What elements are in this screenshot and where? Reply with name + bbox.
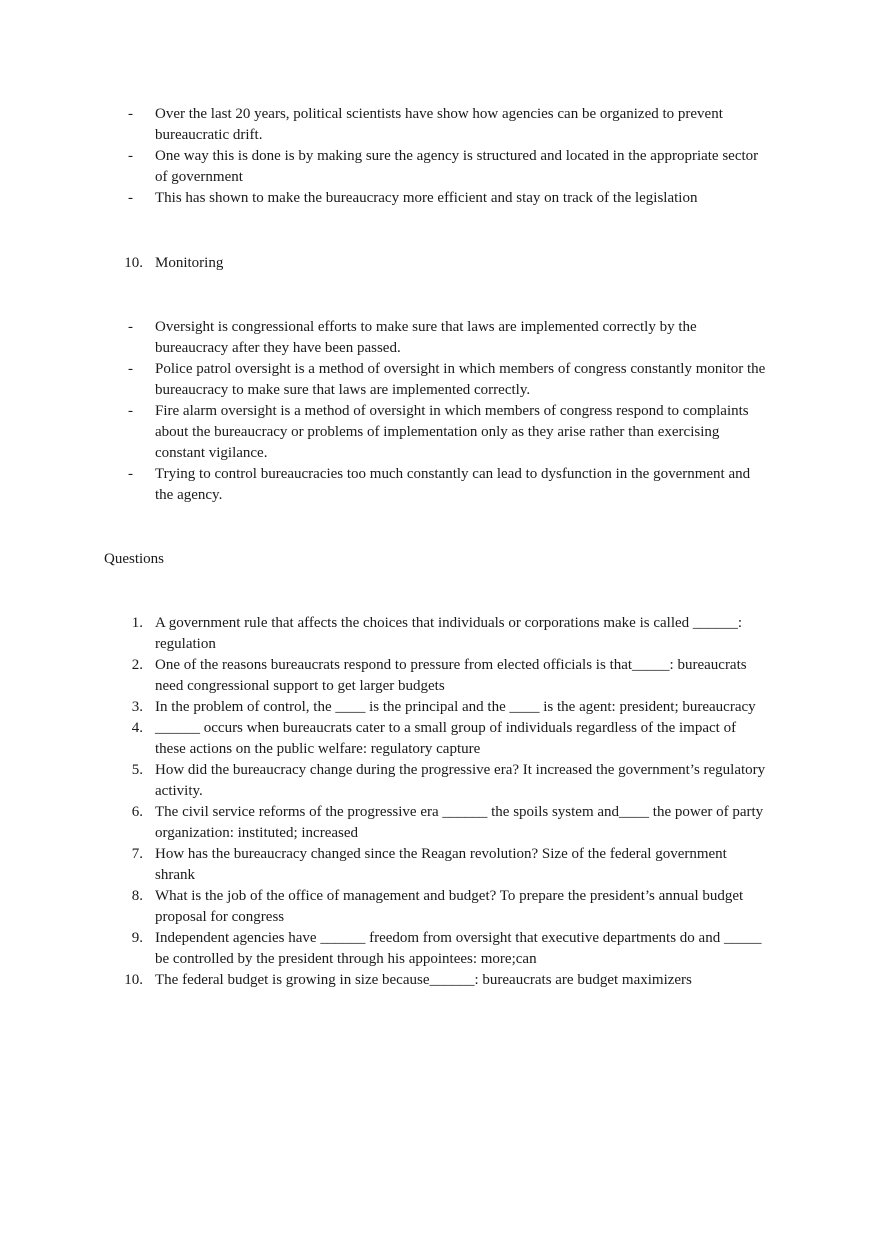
- numbered-heading: [0, 253, 770, 274]
- question-number: 10.: [124, 972, 143, 988]
- question-number: 6.: [131, 804, 143, 820]
- question-text: How did the bureaucracy change during the progressive era? It increased the government’s regulatory activity.: [155, 762, 766, 799]
- question-text: One of the reasons bureaucrats respond to pressure from elected officials is that_____: bureaucrats need congressional support to get larger budgets: [155, 657, 747, 694]
- question-item: [0, 697, 770, 718]
- question-number: 8.: [131, 888, 143, 904]
- question-number: 7.: [131, 846, 143, 862]
- question-text: In the problem of control, the ____ is the principal and the ____ is the agent: president; bureaucracy: [155, 699, 756, 715]
- bullet-marker: -: [128, 148, 133, 164]
- bullet-marker: -: [128, 361, 133, 377]
- question-text: The federal budget is growing in size because______: bureaucrats are budget maximizers: [155, 972, 692, 988]
- question-text: Independent agencies have ______ freedom from oversight that executive departments do and _____ be controlled by the president through his appointees: more;can: [155, 930, 762, 967]
- question-text: The civil service reforms of the progressive era ______ the spoils system and____ the power of party organization: instituted; increased: [155, 804, 764, 841]
- bullet-marker: -: [128, 106, 133, 122]
- list-item: [0, 401, 770, 464]
- list-item: [0, 359, 770, 401]
- bureaucratic-drift-bullet-list: [0, 104, 880, 209]
- bullet-text: Police patrol oversight is a method of oversight in which members of congress constantly monitor the bureaucracy to make sure that laws are implemented correctly.: [155, 361, 766, 398]
- question-item: [0, 970, 770, 991]
- list-item: [0, 188, 770, 209]
- question-item: [0, 928, 770, 970]
- questions-list: [0, 613, 880, 991]
- question-item: [0, 802, 770, 844]
- bullet-marker: -: [128, 403, 133, 419]
- question-text: A government rule that affects the choices that individuals or corporations make is called ______: regulation: [155, 615, 743, 652]
- list-item: [0, 464, 770, 506]
- question-item: [0, 718, 770, 760]
- question-item: [0, 886, 770, 928]
- list-item: [0, 317, 770, 359]
- question-number: 3.: [131, 699, 143, 715]
- monitoring-heading: [0, 253, 880, 274]
- bullet-text: Fire alarm oversight is a method of oversight in which members of congress respond to complaints about the bureaucracy or problems of implementation only as they arise rather than exercising constant vigilance.: [155, 403, 749, 461]
- bullet-text: Over the last 20 years, political scientists have show how agencies can be organized to prevent bureaucratic drift.: [155, 106, 723, 143]
- question-item: [0, 655, 770, 697]
- question-text: What is the job of the office of management and budget? To prepare the president’s annual budget proposal for congress: [155, 888, 744, 925]
- question-text: How has the bureaucracy changed since the Reagan revolution? Size of the federal government shrank: [155, 846, 727, 883]
- list-item: [0, 104, 770, 146]
- question-text: ______ occurs when bureaucrats cater to a small group of individuals regardless of the impact of these actions on the public welfare: regulatory capture: [155, 720, 737, 757]
- question-item: [0, 844, 770, 886]
- bullet-text: Trying to control bureaucracies too much constantly can lead to dysfunction in the government and the agency.: [155, 466, 751, 503]
- question-number: 2.: [131, 657, 143, 673]
- question-item: [0, 613, 770, 655]
- heading-number: 10.: [124, 255, 143, 271]
- list-item: [0, 146, 770, 188]
- bullet-text: One way this is done is by making sure the agency is structured and located in the appropriate sector of government: [155, 148, 759, 185]
- bullet-text: This has shown to make the bureaucracy more efficient and stay on track of the legislation: [155, 190, 698, 206]
- questions-heading: Questions: [104, 551, 164, 567]
- monitoring-bullet-list: [0, 317, 880, 506]
- bullet-marker: -: [128, 466, 133, 482]
- question-number: 1.: [131, 615, 143, 631]
- question-item: [0, 760, 770, 802]
- bullet-marker: -: [128, 319, 133, 335]
- bullet-text: Oversight is congressional efforts to make sure that laws are implemented correctly by the bureaucracy after they have been passed.: [155, 319, 697, 356]
- bullet-marker: -: [128, 190, 133, 206]
- question-number: 4.: [131, 720, 143, 736]
- question-number: 9.: [131, 930, 143, 946]
- question-number: 5.: [131, 762, 143, 778]
- heading-title: Monitoring: [155, 255, 224, 271]
